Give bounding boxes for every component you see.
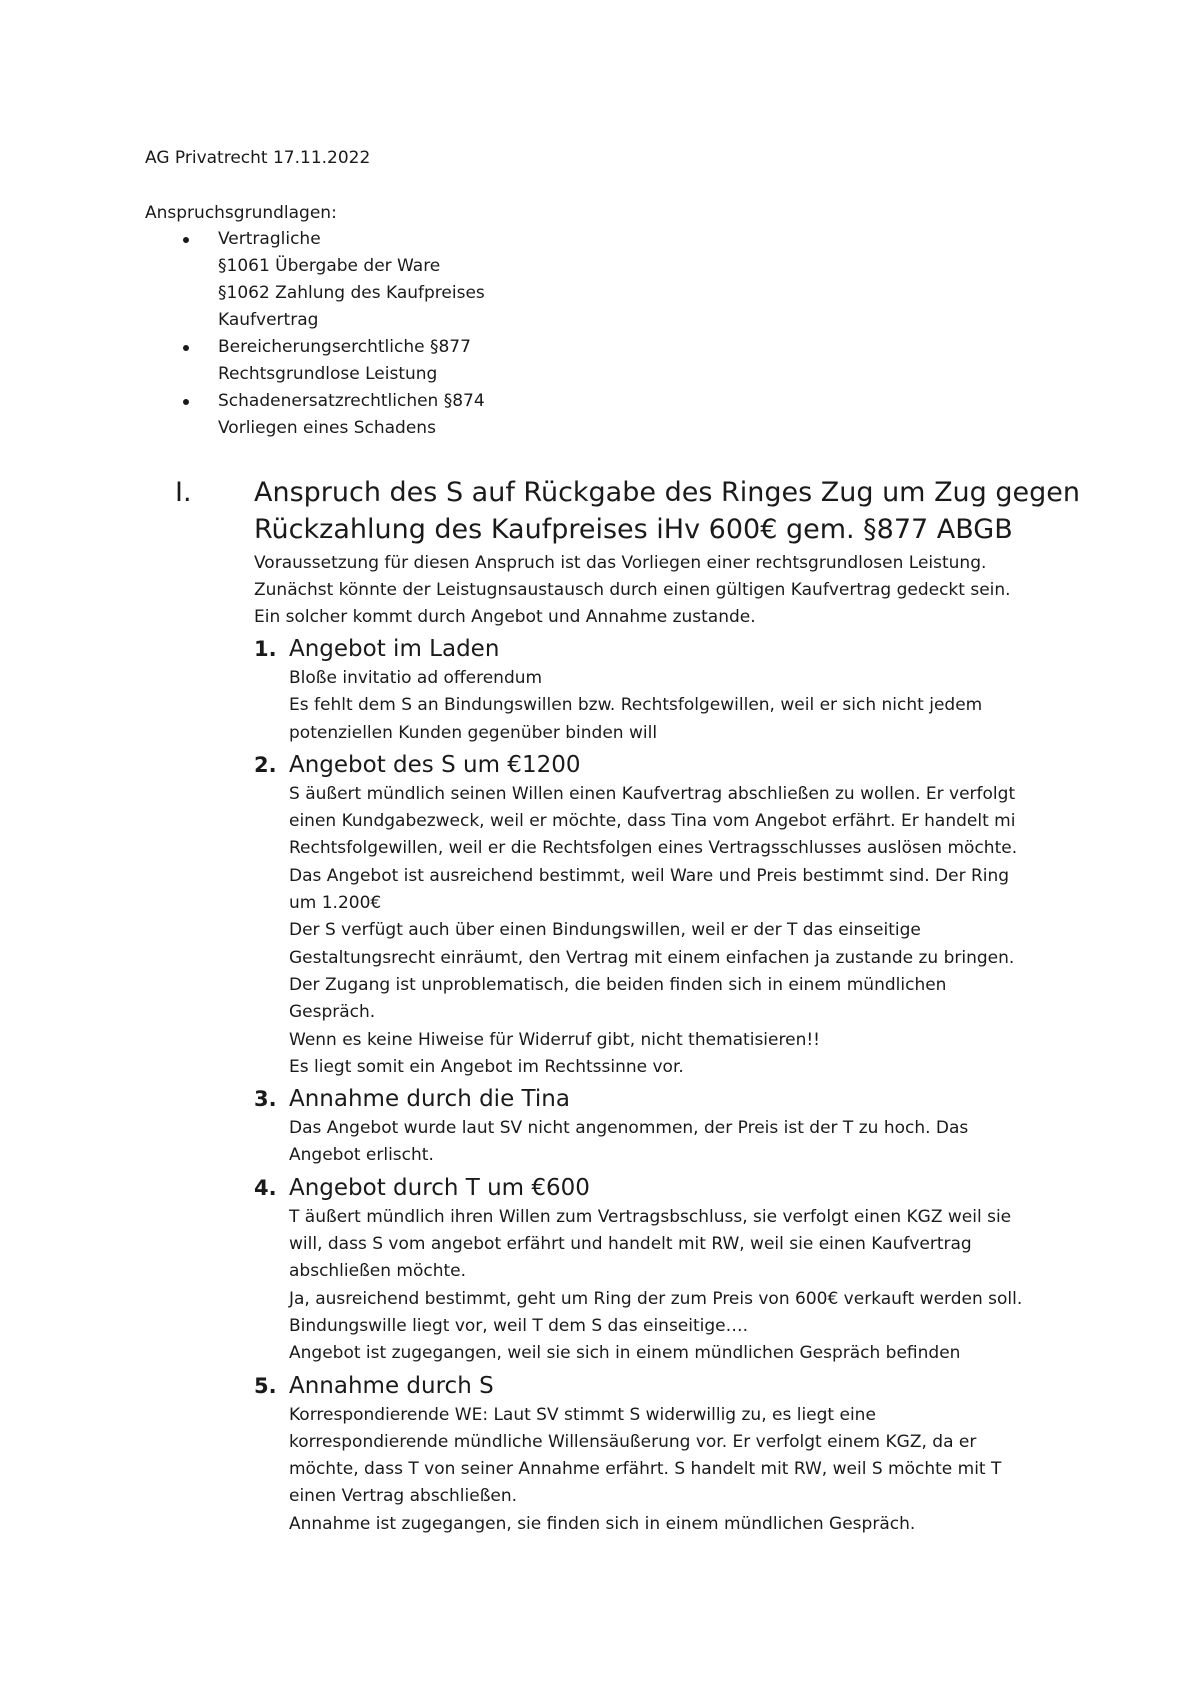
body-line: um 1.200€ xyxy=(289,893,382,914)
claim-bases-heading: Anspruchsgrundlagen: xyxy=(145,203,337,223)
list-item-line: §1062 Zahlung des Kaufpreises xyxy=(218,283,485,303)
body-line: Wenn es keine Hiweise für Widerruf gibt, nicht thematisieren!! xyxy=(289,1029,820,1050)
subsection-number: 5. xyxy=(254,1373,277,1398)
body-line: Das Angebot ist ausreichend bestimmt, weil Ware und Preis bestimmt sind. Der Ring xyxy=(289,865,1010,886)
body-line: Korrespondierende WE: Laut SV stimmt S widerwillig zu, es liegt eine xyxy=(289,1404,876,1425)
list-item-line: Vertragliche xyxy=(218,229,321,249)
list-item xyxy=(145,388,485,442)
subsection-heading xyxy=(254,1083,1022,1115)
body-line: Ja, ausreichend bestimmt, geht um Ring der zum Preis von 600€ verkauft werden soll. xyxy=(289,1288,1023,1309)
document-title: AG Privatrecht 17.11.2022 xyxy=(145,148,371,168)
subsection-offer-by-s xyxy=(254,749,1022,1081)
claim-bases-list xyxy=(145,226,485,442)
subsection-heading xyxy=(254,749,1022,781)
body-line: abschließen möchte. xyxy=(289,1261,467,1282)
body-line: potenziellen Kunden gegenüber binden will xyxy=(289,722,658,743)
intro-line: Zunächst könnte der Leistugnsaustausch durch einen gültigen Kaufvertrag gedeckt sein. xyxy=(254,580,1011,600)
body-line: Bloße invitatio ad offerendum xyxy=(289,668,543,688)
subsection-offer-by-t xyxy=(254,1172,1022,1368)
list-item-line: Kaufvertrag xyxy=(218,310,319,330)
list-item xyxy=(145,226,485,334)
section-heading-line: Rückzahlung des Kaufpreises iHv 600€ gem. §877 ABGB xyxy=(254,514,1013,545)
subsection-heading xyxy=(254,1172,1022,1204)
section-heading-line: Anspruch des S auf Rückgabe des Ringes Zug um Zug gegen xyxy=(254,477,1081,508)
body-line: Rechtsfolgewillen, weil er die Rechtsfolgen eines Vertragsschlusses auslösen möchte. xyxy=(289,838,1018,859)
body-line: einen Vertrag abschließen. xyxy=(289,1486,518,1507)
body-line: möchte, dass T von seiner Annahme erfährt. S handelt mit RW, weil S möchte mit T xyxy=(289,1459,1002,1480)
body-line: einen Kundgabezweck, weil er möchte, dass Tina vom Angebot erfährt. Er handelt mi xyxy=(289,811,1016,832)
body-line: Angebot erlischt. xyxy=(289,1145,434,1166)
subsection-body xyxy=(289,1115,1022,1170)
list-item-line: Schadenersatzrechtlichen §874 xyxy=(218,391,485,411)
body-line: Es fehlt dem S an Bindungswillen bzw. Rechtsfolgewillen, weil er sich nicht jedem xyxy=(289,695,983,716)
subsection-number: 1. xyxy=(254,637,277,661)
list-item-line: Vorliegen eines Schadens xyxy=(218,418,436,438)
body-line: korrespondierende mündliche Willensäußerung vor. Er verfolgt einem KGZ, da er xyxy=(289,1431,977,1452)
intro-line: Ein solcher kommt durch Angebot und Annahme zustande. xyxy=(254,607,756,627)
section-heading-text xyxy=(254,474,1080,548)
subsection-number: 3. xyxy=(254,1087,277,1112)
body-line: S äußert mündlich seinen Willen einen Kaufvertrag abschließen zu wollen. Er verfolgt xyxy=(289,783,1016,804)
body-line: Bindungswille liegt vor, weil T dem S das einseitige…. xyxy=(289,1315,749,1336)
bullet-icon xyxy=(183,237,189,243)
subsection-acceptance-by-s xyxy=(254,1370,1022,1538)
subsection-title: Angebot des S um €1200 xyxy=(289,751,581,778)
subsection-heading xyxy=(254,633,1022,665)
subsections xyxy=(254,633,1022,1540)
subsection-body xyxy=(289,781,1022,1081)
subsection-title: Annahme durch die Tina xyxy=(289,1086,570,1113)
subsection-body xyxy=(289,665,1022,747)
subsection-body xyxy=(289,1402,1022,1538)
intro-line: Voraussetzung für diesen Anspruch ist das Vorliegen einer rechtsgrundlosen Leistung. xyxy=(254,553,987,573)
subsection-body xyxy=(289,1204,1022,1368)
subsection-number: 4. xyxy=(254,1175,277,1200)
subsection-title: Angebot im Laden xyxy=(289,636,500,662)
body-line: Annahme ist zugegangen, sie finden sich in einem mündlichen Gespräch. xyxy=(289,1513,916,1534)
subsection-heading xyxy=(254,1370,1022,1402)
bullet-icon xyxy=(183,345,189,351)
subsection-offer-in-shop xyxy=(254,633,1022,747)
body-line: Angebot ist zugegangen, weil sie sich in einem mündlichen Gespräch befinden xyxy=(289,1343,961,1364)
list-item xyxy=(145,334,485,388)
section-numeral: I. xyxy=(175,477,192,508)
body-line: Das Angebot wurde laut SV nicht angenommen, der Preis ist der T zu hoch. Das xyxy=(289,1118,969,1139)
bullet-icon xyxy=(183,399,189,405)
subsection-title: Angebot durch T um €600 xyxy=(289,1174,590,1201)
subsection-acceptance-by-tina xyxy=(254,1083,1022,1170)
body-line: Gestaltungsrecht einräumt, den Vertrag mit einem einfachen ja zustande zu bringen. xyxy=(289,947,1015,968)
body-line: Der Zugang ist unproblematisch, die beiden finden sich in einem mündlichen xyxy=(289,974,947,995)
body-line: will, dass S vom angebot erfährt und handelt mit RW, weil sie einen Kaufvertrag xyxy=(289,1234,972,1255)
body-line: T äußert mündlich ihren Willen zum Vertragsbschluss, sie verfolgt einen KGZ weil sie xyxy=(289,1206,1012,1227)
section-intro xyxy=(254,550,1011,631)
subsection-title: Annahme durch S xyxy=(289,1372,494,1399)
body-line: Es liegt somit ein Angebot im Rechtssinne vor. xyxy=(289,1056,684,1077)
list-item-line: Bereicherungserchtliche §877 xyxy=(218,337,471,357)
body-line: Der S verfügt auch über einen Bindungswillen, weil er der T das einseitige xyxy=(289,920,921,941)
list-item-line: §1061 Übergabe der Ware xyxy=(218,256,441,276)
body-line: Gespräch. xyxy=(289,1002,376,1023)
list-item-line: Rechtsgrundlose Leistung xyxy=(218,364,438,384)
subsection-number: 2. xyxy=(254,752,277,777)
